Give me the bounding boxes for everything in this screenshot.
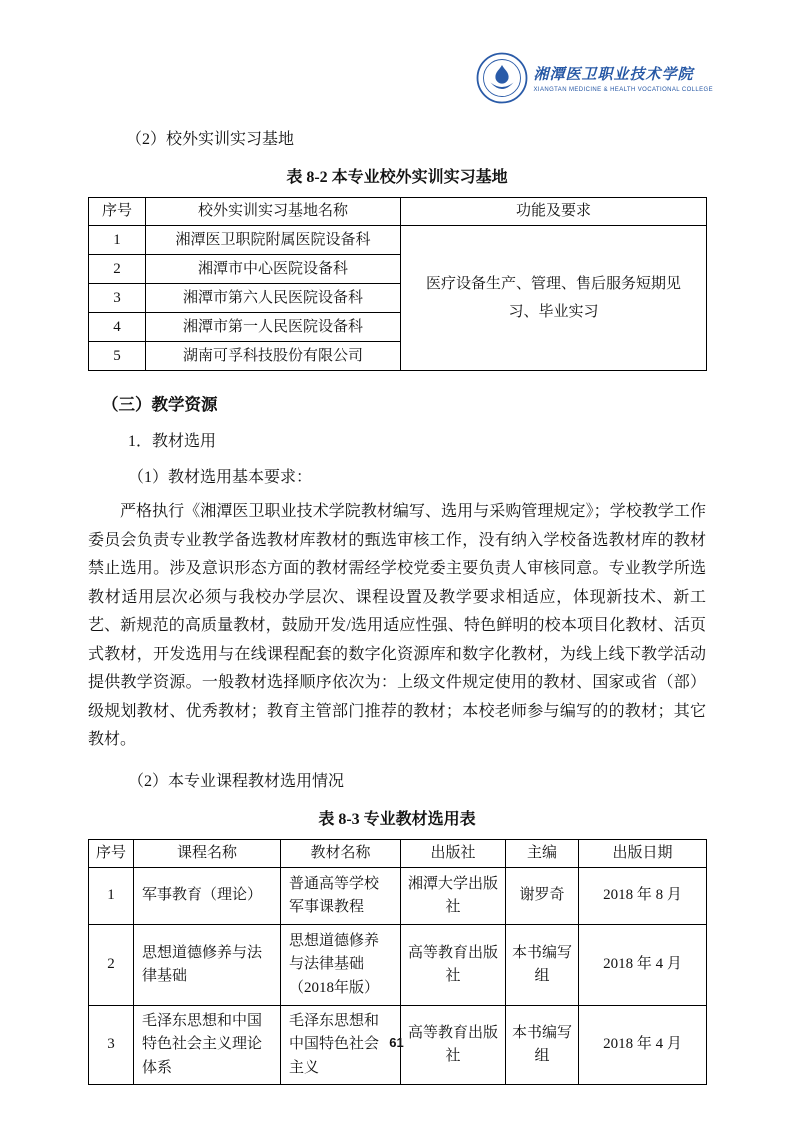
table82-col-header-function: 功能及要求 — [401, 198, 707, 226]
table83-col-header-course: 课程名称 — [134, 839, 281, 867]
cell-editor: 谢罗奇 — [506, 868, 579, 925]
table83-col-header-date: 出版日期 — [579, 839, 707, 867]
cell-course: 毛泽东思想和中国特色社会主义理论体系 — [134, 1006, 281, 1085]
cell-editor: 本书编写组 — [506, 925, 579, 1006]
cell-date: 2018 年 8 月 — [579, 868, 707, 925]
cell-textbook: 普通高等学校军事课教程 — [281, 868, 401, 925]
cell-no: 4 — [89, 313, 146, 342]
cell-textbook: 思想道德修养与法律基础（2018年版） — [281, 925, 401, 1006]
cell-textbook: 毛泽东思想和中国特色社会主义 — [281, 1006, 401, 1085]
cell-publisher: 高等教育出版社 — [401, 1006, 506, 1085]
cell-course: 思想道德修养与法律基础 — [134, 925, 281, 1006]
heading-offcampus-bases: （2）校外实训实习基地 — [126, 131, 295, 148]
cell-editor: 本书编写组 — [506, 1006, 579, 1085]
cell-no: 3 — [89, 284, 146, 313]
cell-publisher: 湘潭大学出版社 — [401, 868, 506, 925]
logo-chinese-name: 湘潭医卫职业技术学院 — [533, 66, 694, 83]
table83-title: 表 8-3 专业教材选用表 — [318, 810, 476, 828]
subheading-textbook-selection: 1．教材选用 — [128, 433, 217, 451]
cell-base-name: 湘潭市第一人民医院设备科 — [146, 313, 401, 342]
table-row — [89, 868, 707, 925]
textbook-policy-paragraph: 严格执行《湘潭医卫职业技术学院教材编写、选用与采购管理规定》；学校教学工作委员会负责专业教学备选教材库教材的甄选审核工作，没有纳入学校备选教材库的教材禁止选用。涉及意识形态方面的教材需经学校党委主要负责人审核同意。专业教学所选教材适用层次必须与我校办学层次、课程设置及教学要求相适应，体现新技术、新工艺、新规范的高质量教材，鼓励开发/选用适应性强、特色鲜明的校本项目化教材、活页式教材，开发选用与在线课程配套的数字化资源库和数字化教材，为线上线下教学活动提供教学资源。一般教材选择顺序依次为：上级文件规定使用的教材、国家或省（部）级规划教材、优秀教材；教育主管部门推荐的教材；本校老师参与编写的的教材；其它教材。 — [88, 503, 706, 749]
college-logo — [476, 52, 713, 104]
logo-english-name: XIANGTAN MEDICINE & HEALTH VOCATIONAL COLLEGE — [533, 87, 713, 93]
cell-date: 2018 年 4 月 — [579, 1006, 707, 1085]
table82-header-row — [89, 198, 707, 226]
table-offcampus-bases — [88, 197, 707, 371]
college-logo-text — [534, 63, 713, 93]
cell-function-merged: 医疗设备生产、管理、售后服务短期见习、毕业实习 — [401, 226, 707, 371]
cell-no: 5 — [89, 342, 146, 371]
cell-base-name: 湘潭市第六人民医院设备科 — [146, 284, 401, 313]
cell-course: 军事教育（理论） — [134, 868, 281, 925]
subheading-basic-requirements: （1）教材选用基本要求： — [128, 469, 313, 487]
table82-col-header-no: 序号 — [89, 198, 146, 226]
cell-publisher: 高等教育出版社 — [401, 925, 506, 1006]
page-number: 61 — [389, 1035, 404, 1050]
cell-date: 2018 年 4 月 — [579, 925, 707, 1006]
cell-no: 3 — [89, 1006, 134, 1085]
table-row — [89, 226, 707, 255]
cell-base-name: 湘潭医卫职院附属医院设备科 — [146, 226, 401, 255]
cell-base-name: 湖南可孚科技股份有限公司 — [146, 342, 401, 371]
table83-header-row — [89, 839, 707, 867]
table-row — [89, 925, 707, 1006]
page-header — [0, 0, 793, 112]
heading-teaching-resources: （三）教学资源 — [102, 396, 218, 415]
table83-col-header-editor: 主编 — [506, 839, 579, 867]
table82-col-header-name: 校外实训实习基地名称 — [146, 198, 401, 226]
cell-no: 2 — [89, 255, 146, 284]
cell-no: 1 — [89, 226, 146, 255]
cell-base-name: 湘潭市中心医院设备科 — [146, 255, 401, 284]
cell-no: 2 — [89, 925, 134, 1006]
subheading-course-textbook-selection: （2）本专业课程教材选用情况 — [128, 772, 345, 790]
document-content — [0, 126, 793, 1085]
table83-col-header-publisher: 出版社 — [401, 839, 506, 867]
table83-col-header-textbook: 教材名称 — [281, 839, 401, 867]
college-emblem-icon — [476, 52, 528, 104]
table83-col-header-no: 序号 — [89, 839, 134, 867]
table82-title: 表 8-2 本专业校外实训实习基地 — [286, 169, 508, 186]
cell-no: 1 — [89, 868, 134, 925]
